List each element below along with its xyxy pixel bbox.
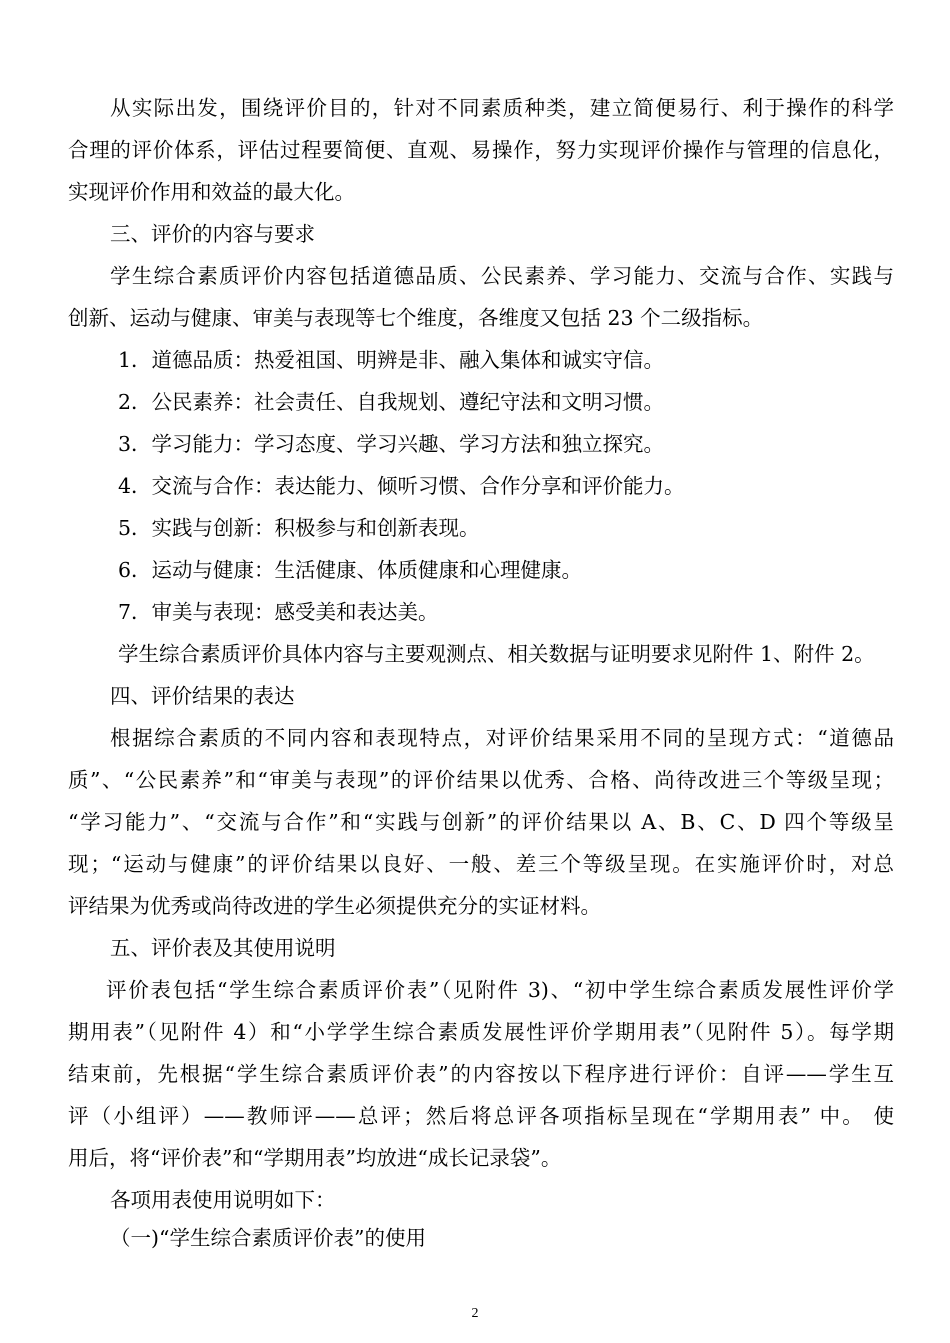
section-heading: 五、评价表及其使用说明 [110, 936, 336, 960]
list-item: 7．审美与表现：感受美和表达美。 [118, 600, 439, 624]
paragraph-line: 期用表”（见附件 4）和“小学学生综合素质发展性评价学期用表”（见附件 5）。每学期 [68, 1020, 894, 1044]
section-heading: 三、评价的内容与要求 [110, 222, 315, 246]
paragraph-line: 学生综合素质评价内容包括道德品质、公民素养、学习能力、交流与合作、实践与 [110, 264, 894, 288]
paragraph-line: 结束前，先根据“学生综合素质评价表”的内容按以下程序进行评价：自评——学生互 [68, 1062, 894, 1086]
list-item: 2．公民素养：社会责任、自我规划、遵纪守法和文明习惯。 [118, 390, 665, 414]
paragraph-line: 合理的评价体系，评估过程要简便、直观、易操作，努力实现评价操作与管理的信息化， [68, 138, 894, 162]
list-item: 4．交流与合作：表达能力、倾听习惯、合作分享和评价能力。 [118, 474, 685, 498]
list-item: 6．运动与健康：生活健康、体质健康和心理健康。 [118, 558, 583, 582]
paragraph-line: 评（小组评）——教师评——总评；然后将总评各项指标呈现在“学期用表” 中。 使 [68, 1104, 894, 1128]
paragraph-line: 根据综合素质的不同内容和表现特点，对评价结果采用不同的呈现方式：“道德品 [110, 726, 894, 750]
paragraph-line: 用后，将“评价表”和“学期用表”均放进“成长记录袋”。 [68, 1146, 562, 1170]
paragraph-line: 现；“运动与健康”的评价结果以良好、一般、差三个等级呈现。在实施评价时，对总 [68, 852, 894, 876]
paragraph-line: 学生综合素质评价具体内容与主要观测点、相关数据与证明要求见附件 1、附件 2。 [118, 642, 875, 666]
paragraph-line: 从实际出发，围绕评价目的，针对不同素质种类，建立简便易行、利于操作的科学 [110, 96, 894, 120]
page-number: 2 [471, 1306, 479, 1321]
subsection-heading: （一)“学生综合素质评价表”的使用 [110, 1226, 426, 1250]
list-item: 1．道德品质：热爱祖国、明辨是非、融入集体和诚实守信。 [118, 348, 665, 372]
paragraph-line: 创新、运动与健康、审美与表现等七个维度，各维度又包括 23 个二级指标。 [68, 306, 764, 330]
paragraph-line: “学习能力”、“交流与合作”和“实践与创新”的评价结果以 A、B、C、D 四个等级呈 [68, 810, 894, 834]
paragraph-line: 质”、“公民素养”和“审美与表现”的评价结果以优秀、合格、尚待改进三个等级呈现； [68, 768, 894, 792]
paragraph-line: 评价表包括“学生综合素质评价表”（见附件 3)、“初中学生综合素质发展性评价学 [106, 978, 894, 1002]
list-item: 5．实践与创新：积极参与和创新表现。 [118, 516, 480, 540]
paragraph-line: 各项用表使用说明如下： [110, 1188, 336, 1212]
list-item: 3．学习能力：学习态度、学习兴趣、学习方法和独立探究。 [118, 432, 665, 456]
paragraph-line: 实现评价作用和效益的最大化。 [68, 180, 355, 204]
paragraph-line: 评结果为优秀或尚待改进的学生必须提供充分的实证材料。 [68, 894, 601, 918]
section-heading: 四、评价结果的表达 [110, 684, 295, 708]
